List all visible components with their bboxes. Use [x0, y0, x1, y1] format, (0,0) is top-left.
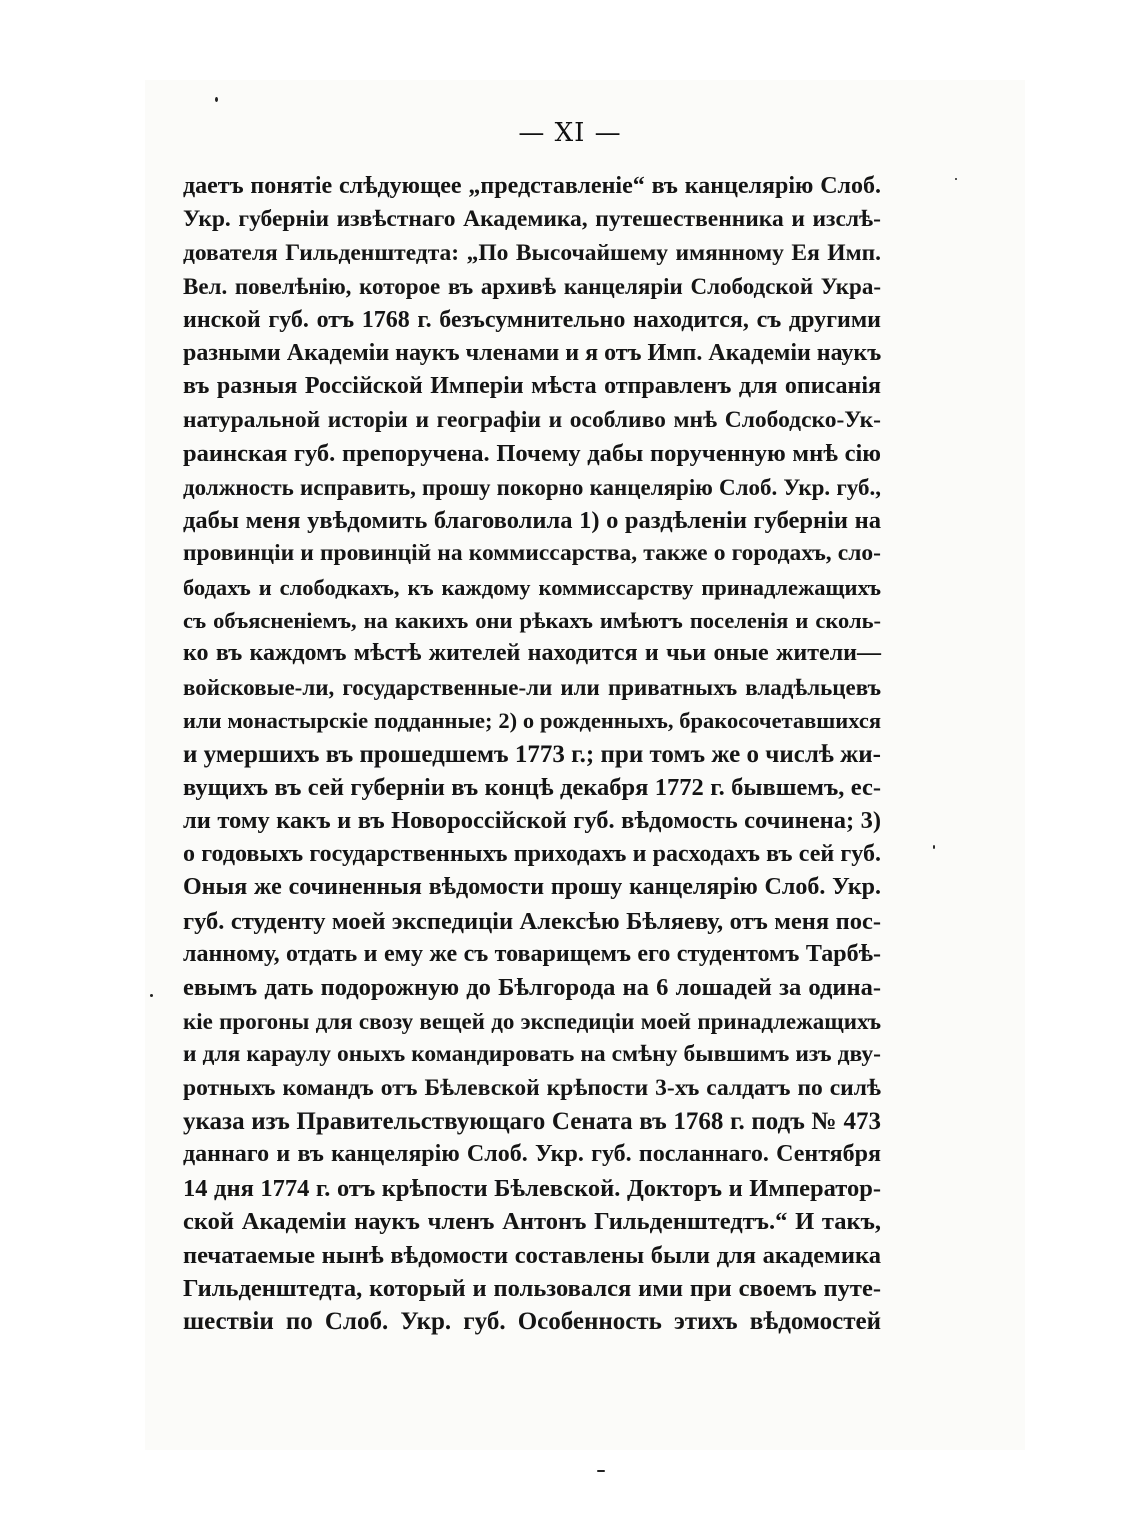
text-line: дователя Гильденштедта: „По Высочайшему имянному Ея Имп. [183, 239, 881, 266]
text-line: натуральной исторіи и географіи и особливо мнѣ Слободско-Ук- [183, 406, 881, 433]
scan-speck [150, 994, 153, 997]
text-line: ской Академіи наукъ членъ Антонъ Гильденштедтъ.“ И такъ, [183, 1208, 881, 1236]
text-line: указа изъ Правительствующаго Сената въ 1768 г. подъ № 473 [183, 1107, 881, 1135]
scan-speck [215, 97, 218, 102]
text-line: раинская губ. препоручена. Почему дабы порученную мнѣ сію [183, 440, 881, 468]
scan-speck [955, 178, 957, 180]
text-line: вущихъ въ сей губерніи въ концѣ декабря 1772 г. бывшемъ, ес- [183, 774, 881, 802]
text-line: даннаго и въ канцелярію Слоб. Укр. губ. посланнаго. Сентября [183, 1141, 881, 1168]
text-line: ротныхъ командъ отъ Бѣлевской крѣпости 3-хъ салдатъ по силѣ [183, 1074, 881, 1101]
text-line: кіе прогоны для свозу вещей до экспедиціи моей принадлежащихъ [183, 1008, 881, 1034]
text-line: провинціи и провинцій на коммиссарства, также о городахъ, сло- [183, 540, 881, 567]
text-line: шествіи по Слоб. Укр. губ. Особенность этихъ вѣдомостей [183, 1308, 881, 1336]
text-line: Гильденштедта, который и пользовался ими при своемъ путе- [183, 1274, 881, 1302]
text-line: и умершихъ въ прошедшемъ 1773 г.; при томъ же о числѣ жи- [183, 740, 881, 768]
page-number: — XI — [518, 118, 622, 148]
text-line: съ объясненіемъ, на какихъ они рѣкахъ имѣютъ поселенія и сколь- [183, 608, 881, 634]
text-line: ко въ каждомъ мѣстѣ жителей находится и чьи оные жители— [183, 640, 881, 667]
text-line: евымъ дать подорожную до Бѣлгорода на 6 лошадей за одина- [183, 974, 881, 1002]
text-line: ли тому какъ и въ Новороссійской губ. вѣдомость сочинена; 3) [183, 807, 881, 835]
text-line: разными Академіи наукъ членами и я отъ Имп. Академіи наукъ [183, 339, 882, 366]
text-line: губ. студенту моей экспедиціи Алексѣю Бѣляеву, отъ меня пос- [183, 907, 881, 935]
text-line: бодахъ и слободкахъ, къ каждому коммиссарству принадлежащихъ [183, 574, 881, 600]
text-line: дабы меня увѣдомить благоволила 1) о раздѣленіи губерніи на [183, 506, 881, 534]
body-text [183, 170, 881, 1339]
text-line: Вел. повелѣнію, которое въ архивѣ канцеляріи Слободской Укра- [183, 274, 881, 300]
text-line: или монастырскіе подданные; 2) о рожденныхъ, бракосочетавшихся [183, 708, 881, 734]
text-line: войсковые-ли, государственные-ли или приватныхъ владѣльцевъ [183, 674, 881, 700]
text-line: и для караулу оныхъ командировать на смѣну бывшимъ изъ дву- [183, 1041, 881, 1068]
scan-speck [933, 845, 935, 849]
text-line: даетъ понятіе слѣдующее „представленіе“ въ канцелярію Слоб. [183, 173, 881, 199]
text-line: 14 дня 1774 г. отъ крѣпости Бѣлевской. Докторъ и Император- [183, 1174, 881, 1202]
text-line: печатаемые нынѣ вѣдомости составлены были для академика [183, 1241, 881, 1269]
text-line: въ разныя Россійской Имперіи мѣста отправленъ для описанія [183, 373, 881, 400]
scan-speck [597, 1470, 605, 1472]
text-line: Укр. губерніи извѣстнаго Академика, путешественника и изслѣ- [183, 206, 881, 233]
text-line: Оныя же сочиненныя вѣдомости прошу канцелярію Слоб. Укр. [183, 874, 881, 901]
text-line: о годовыхъ государственныхъ приходахъ и расходахъ въ сей губ. [183, 840, 881, 867]
text-line: ланному, отдать и ему же съ товарищемъ его студентомъ Тарбѣ- [183, 940, 881, 967]
text-line: инской губ. отъ 1768 г. безъсумнительно находится, съ другими [183, 306, 881, 333]
text-line: должность исправить, прошу покорно канцелярію Слоб. Укр. губ., [183, 474, 881, 500]
